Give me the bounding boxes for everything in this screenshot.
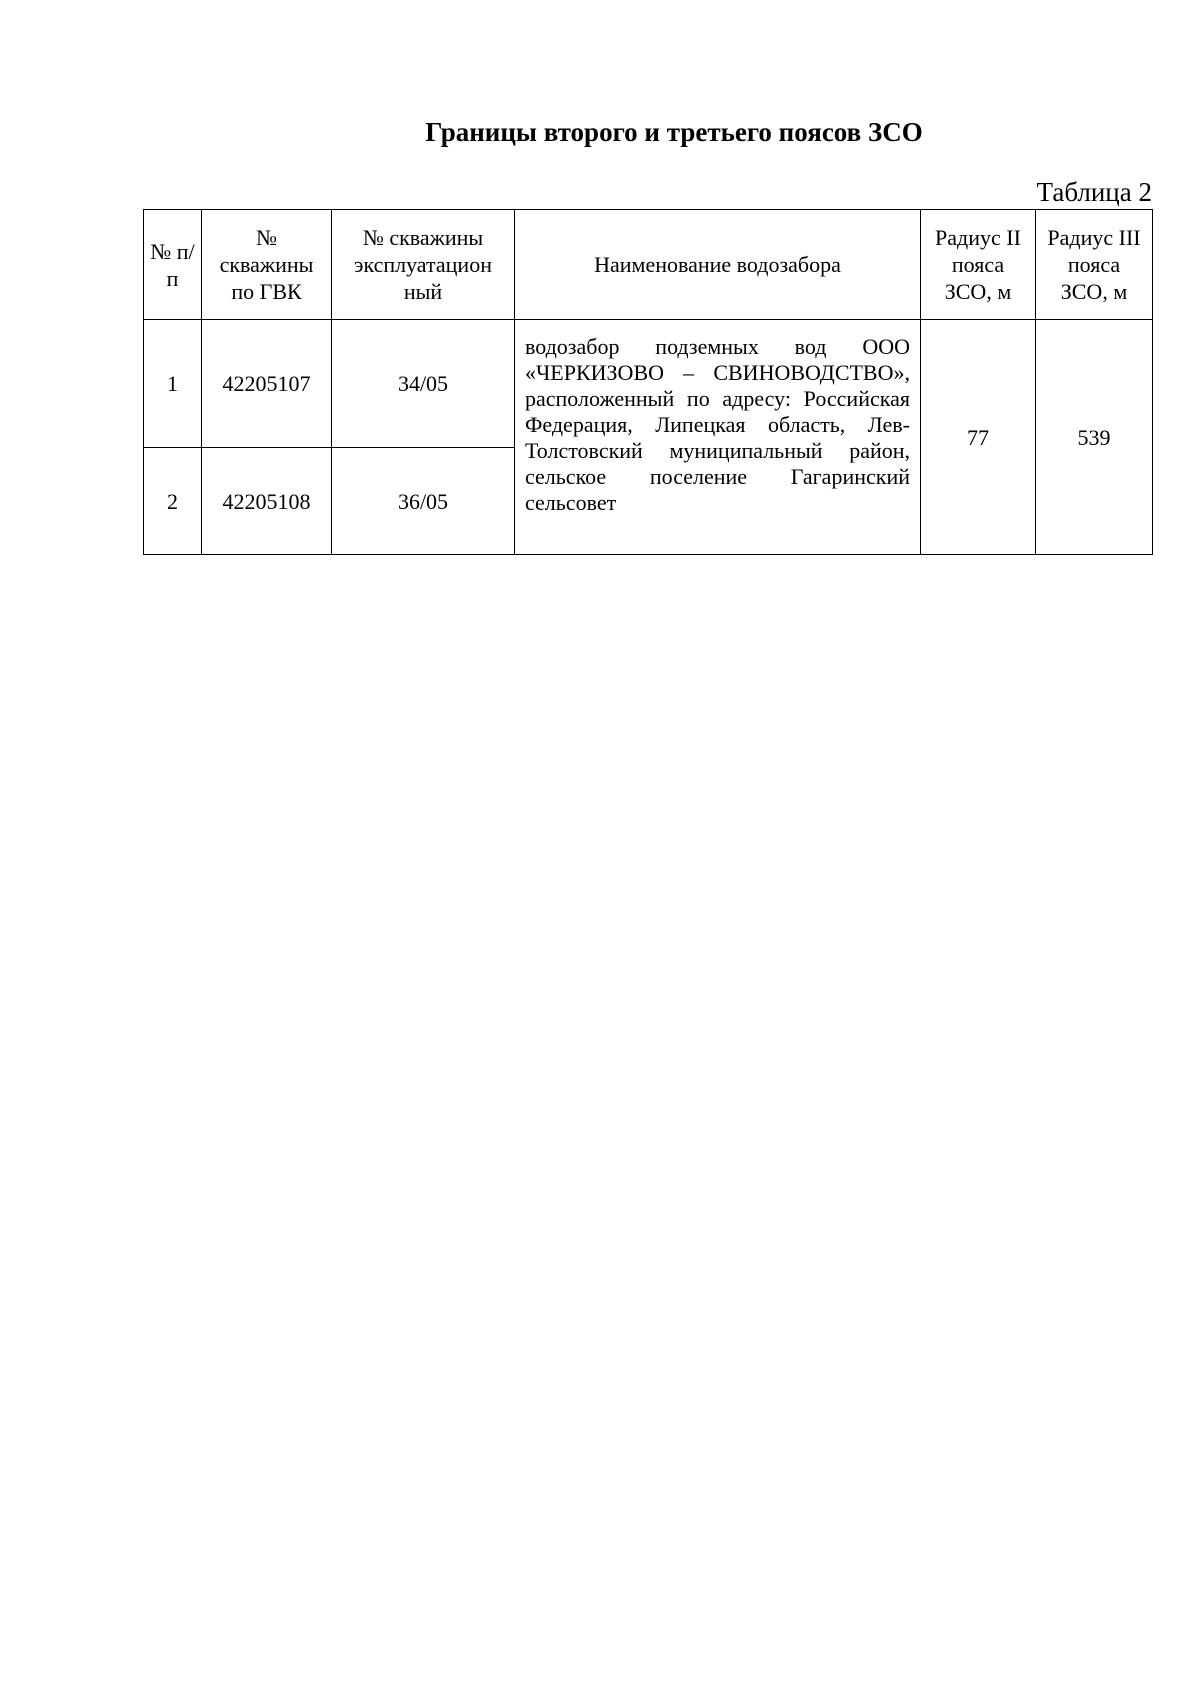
table-row [144, 320, 1153, 448]
cell-intake-name: водозабор подземных вод ООО «ЧЕРКИЗОВО – СВИНОВОДСТВО», расположенный по адресу: Российская Федерация, Липецкая область, Лев-Толстовский муниципальный район, сельское поселение Гагаринский сельсовет [515, 320, 921, 555]
cell-gvk-no: 42205107 [202, 320, 332, 448]
header-gvk-no: № скважины по ГВК [202, 210, 332, 320]
cell-gvk-no: 42205108 [202, 448, 332, 555]
header-intake-name: Наименование водозабора [515, 210, 921, 320]
header-operational-no: № скважины эксплуатацион ный [332, 210, 515, 320]
cell-operational-no: 36/05 [332, 448, 515, 555]
zso-table [143, 209, 1153, 555]
cell-operational-no: 34/05 [332, 320, 515, 448]
cell-row-no: 2 [144, 448, 202, 555]
table-body [144, 320, 1153, 555]
header-radius-2: Радиус II пояса ЗСО, м [921, 210, 1036, 320]
cell-radius-2: 77 [921, 320, 1036, 555]
page-title: Границы второго и третьего поясов ЗСО [425, 117, 923, 147]
header-row [144, 210, 1153, 320]
cell-row-no: 1 [144, 320, 202, 448]
header-row-no: № п/п [144, 210, 202, 320]
header-radius-3: Радиус III пояса ЗСО, м [1036, 210, 1153, 320]
table-header [144, 210, 1153, 320]
table-caption: Таблица 2 [1036, 177, 1152, 207]
cell-radius-3: 539 [1036, 320, 1153, 555]
